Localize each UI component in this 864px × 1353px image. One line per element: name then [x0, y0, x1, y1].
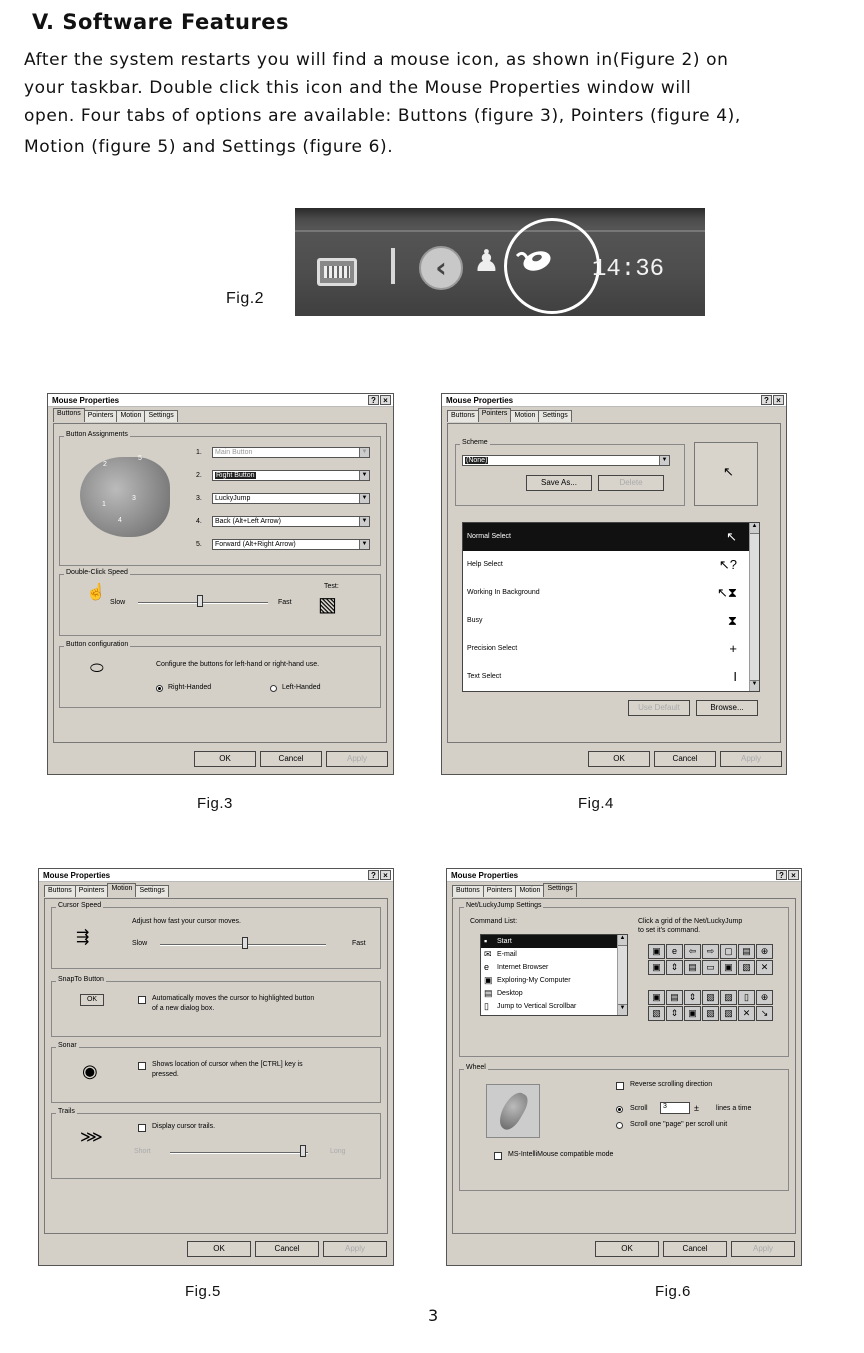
command-grid-cell[interactable]: ⇨: [702, 944, 719, 959]
hand-pointer-icon: ☝: [86, 584, 106, 601]
list-item[interactable]: [463, 523, 759, 551]
tab-motion[interactable]: Motion: [515, 885, 544, 897]
command-name: Desktop: [497, 990, 523, 997]
pointer-name: Normal Select: [467, 533, 511, 540]
command-list-label: Command List:: [470, 918, 518, 925]
tab-pointers[interactable]: Pointers: [478, 408, 512, 422]
pointer-name: Busy: [467, 617, 483, 624]
command-icon: e: [484, 962, 490, 972]
command-name: Exploring-My Computer: [497, 977, 571, 984]
command-name: E-mail: [497, 951, 517, 958]
highlight-circle: [504, 218, 600, 314]
command-grid-cell[interactable]: ▢: [720, 944, 737, 959]
command-list[interactable]: [480, 934, 628, 1016]
command-grid-cell[interactable]: ▣: [648, 944, 665, 959]
sonar-label-2: pressed.: [152, 1071, 179, 1078]
test-label: Test:: [324, 583, 339, 590]
command-grid-cell[interactable]: ▤: [666, 990, 683, 1005]
mouse-outline-icon: ⬭: [90, 660, 104, 677]
combo-value: Forward (Alt+Right Arrow): [215, 541, 296, 548]
intellimouse-label: MS-IntelliMouse compatible mode: [508, 1151, 614, 1158]
command-grid-cell[interactable]: ▨: [720, 990, 737, 1005]
mouse-number: 3: [132, 495, 136, 502]
command-grid-cell[interactable]: ▭: [702, 960, 719, 975]
snapto-group: [51, 976, 381, 1037]
assignment-combo-2[interactable]: [212, 470, 370, 481]
assignment-combo-4[interactable]: [212, 516, 370, 527]
taskbar-screenshot: [295, 208, 705, 316]
ok-button[interactable]: OK: [588, 751, 650, 767]
command-icon: ✉: [484, 949, 492, 959]
use-default-button[interactable]: Use Default: [628, 700, 690, 716]
command-grid-cell[interactable]: ▧: [738, 960, 755, 975]
fig5-label: Fig.5: [185, 1283, 221, 1300]
tab-motion[interactable]: Motion: [107, 883, 136, 897]
lines-label: lines a time: [716, 1105, 752, 1112]
pointer-preview: [694, 442, 758, 506]
assignment-number: 5.: [196, 541, 202, 548]
intro-paragraph: [24, 46, 864, 161]
ok-button[interactable]: OK: [194, 751, 256, 767]
scroll-label: Scroll: [630, 1105, 648, 1112]
command-icon: ▯: [484, 1001, 489, 1011]
cancel-button[interactable]: Cancel: [260, 751, 322, 767]
list-item[interactable]: [463, 607, 759, 635]
fast-label: Fast: [278, 599, 292, 606]
network-person-icon: ♟: [473, 244, 500, 279]
command-grid-cell[interactable]: ⇕: [666, 1006, 683, 1021]
config-description: Configure the buttons for left-hand or right-hand use.: [156, 661, 320, 668]
help-button[interactable]: ?: [776, 870, 787, 880]
apply-button[interactable]: Apply: [720, 751, 782, 767]
command-grid-cell[interactable]: ▧: [648, 1006, 665, 1021]
paragraph-line: open. Four tabs of options are available: Buttons (figure 3), Pointers (figure 4),: [24, 106, 741, 126]
mouse-number: 2: [103, 461, 107, 468]
group-label: Button configuration: [66, 641, 129, 648]
list-scrollbar[interactable]: [749, 523, 759, 691]
pointer-glyph-icon: ↖: [726, 529, 737, 544]
list-scrollbar[interactable]: [617, 935, 627, 1015]
cancel-button[interactable]: Cancel: [663, 1241, 727, 1257]
command-icon: ▤: [484, 988, 493, 998]
sonar-label: Shows location of cursor when the [CTRL] key is: [152, 1061, 303, 1068]
fig6-label: Fig.6: [655, 1283, 691, 1300]
slider-thumb[interactable]: [242, 937, 248, 949]
assignment-number: 4.: [196, 518, 202, 525]
window-titlebar: [39, 869, 393, 882]
taskbar-separator: [391, 248, 395, 284]
cursor-speed-group: [51, 902, 381, 969]
command-grid-cell[interactable]: ⇕: [684, 990, 701, 1005]
group-label: Button Assignments: [66, 431, 128, 438]
command-grid-cell[interactable]: ▣: [648, 990, 665, 1005]
trails-group: [51, 1108, 381, 1179]
help-button[interactable]: ?: [761, 395, 772, 405]
mouse-number: 4: [118, 517, 122, 524]
save-as-button[interactable]: Save As...: [526, 475, 592, 491]
combo-value: (None): [466, 457, 488, 464]
group-label: Net/LuckyJump Settings: [466, 902, 542, 909]
command-grid-cell[interactable]: ↘: [756, 1006, 773, 1021]
pointer-glyph-icon: I: [733, 669, 737, 684]
tab-panel: [44, 898, 388, 1234]
command-grid-cell[interactable]: ✕: [756, 960, 773, 975]
command-grid-1[interactable]: [648, 944, 773, 975]
list-item[interactable]: [481, 935, 627, 948]
left-handed-radio[interactable]: [270, 685, 277, 692]
assignment-number: 3.: [196, 495, 202, 502]
trails-icon: ⋙: [80, 1129, 103, 1146]
command-grid-cell[interactable]: ⊕: [756, 990, 773, 1005]
group-label: Double-Click Speed: [66, 569, 128, 576]
tab-panel: [447, 423, 781, 743]
ok-button[interactable]: OK: [187, 1241, 251, 1257]
combo-value: Main Button: [215, 449, 253, 456]
double-click-slider[interactable]: [138, 602, 268, 604]
window-title: Mouse Properties: [43, 871, 111, 880]
fast-label: Fast: [352, 940, 366, 947]
snapto-label-2: of a new dialog box.: [152, 1005, 215, 1012]
command-name: Start: [497, 938, 512, 945]
group-label: Sonar: [58, 1042, 77, 1049]
list-item[interactable]: [481, 974, 627, 987]
slow-label: Slow: [132, 940, 148, 947]
window-titlebar: [442, 394, 786, 407]
apply-button[interactable]: Apply: [731, 1241, 795, 1257]
pointer-name: Precision Select: [467, 645, 518, 652]
scroll-lines-input[interactable]: 3: [660, 1102, 690, 1114]
assignment-combo-3[interactable]: [212, 493, 370, 504]
command-grid-2[interactable]: [648, 990, 773, 1021]
mouse-properties-window-buttons: [47, 393, 394, 775]
command-grid-cell[interactable]: ✕: [738, 1006, 755, 1021]
command-grid-cell[interactable]: ▤: [684, 960, 701, 975]
tab-settings[interactable]: Settings: [538, 410, 571, 422]
mouse-properties-window-pointers: [441, 393, 787, 775]
apply-button[interactable]: Apply: [323, 1241, 387, 1257]
spinner-icon[interactable]: ±: [694, 1103, 699, 1113]
reverse-scroll-label: Reverse scrolling direction: [630, 1081, 713, 1088]
pointer-glyph-icon: ⧗: [727, 613, 737, 628]
close-button[interactable]: ×: [788, 870, 799, 880]
long-label: Long: [330, 1148, 346, 1155]
list-item[interactable]: [481, 987, 627, 1000]
tab-buttons[interactable]: Buttons: [447, 410, 479, 422]
snapto-label: Automatically moves the cursor to highlighted button: [152, 995, 315, 1002]
trails-label: Display cursor trails.: [152, 1123, 216, 1130]
help-button[interactable]: ?: [368, 395, 379, 405]
sonar-checkbox[interactable]: [138, 1062, 146, 1070]
delete-button[interactable]: Delete: [598, 475, 664, 491]
right-handed-label: Right-Handed: [168, 684, 212, 691]
scroll-lines-radio[interactable]: [616, 1106, 623, 1113]
assignment-number: 1.: [196, 449, 202, 456]
tab-settings[interactable]: Settings: [135, 885, 168, 897]
list-item[interactable]: [463, 551, 759, 579]
tab-buttons[interactable]: Buttons: [452, 885, 484, 897]
command-grid-cell[interactable]: ⊕: [756, 944, 773, 959]
list-item[interactable]: [463, 663, 759, 691]
paragraph-line: Motion (figure 5) and Settings (figure 6).: [24, 137, 394, 157]
group-label: Cursor Speed: [58, 902, 102, 909]
list-item[interactable]: [463, 635, 759, 663]
mouse-properties-window-motion: [38, 868, 394, 1266]
tab-buttons[interactable]: Buttons: [44, 885, 76, 897]
reverse-scroll-checkbox[interactable]: [616, 1082, 624, 1090]
arrow-cursor-icon: ↖: [723, 464, 734, 479]
button-configuration-group: [59, 641, 381, 708]
tab-settings[interactable]: Settings: [144, 410, 177, 422]
short-label: Short: [134, 1148, 151, 1155]
assignment-number: 2.: [196, 472, 202, 479]
chevron-left-icon: ‹: [419, 246, 463, 290]
fig4-label: Fig.4: [578, 795, 614, 812]
ok-button[interactable]: OK: [595, 1241, 659, 1257]
close-button[interactable]: ×: [380, 870, 391, 880]
mouse-number: 5: [138, 455, 142, 462]
command-grid-cell[interactable]: ▣: [720, 960, 737, 975]
command-grid-cell[interactable]: ▣: [648, 960, 665, 975]
right-handed-radio[interactable]: [156, 685, 163, 692]
snap-ok-icon: OK: [80, 994, 104, 1006]
command-name: Internet Browser: [497, 964, 549, 971]
slow-label: Slow: [110, 599, 126, 606]
tab-buttons[interactable]: Buttons: [53, 408, 85, 422]
browse-button[interactable]: Browse...: [696, 700, 758, 716]
window-titlebar: [48, 394, 393, 407]
mouse-image: [494, 1089, 531, 1134]
tab-pointers[interactable]: Pointers: [84, 410, 118, 422]
fig3-label: Fig.3: [197, 795, 233, 812]
scroll-page-radio[interactable]: [616, 1122, 623, 1129]
trails-slider[interactable]: [170, 1152, 308, 1154]
pointer-name: Help Select: [467, 561, 503, 568]
tab-pointers[interactable]: Pointers: [483, 885, 517, 897]
window-title: Mouse Properties: [446, 396, 514, 405]
assignment-combo-5[interactable]: [212, 539, 370, 550]
apply-button[interactable]: Apply: [326, 751, 388, 767]
command-grid-cell[interactable]: ▤: [738, 944, 755, 959]
pointer-glyph-icon: ↖?: [718, 557, 737, 572]
pointer-name: Working In Background: [467, 589, 540, 596]
double-click-speed-group: [59, 569, 381, 636]
keyboard-icon: [317, 258, 357, 286]
button-assignments-group: [59, 431, 381, 566]
command-name: Jump to Vertical Scrollbar: [497, 1003, 577, 1010]
sonar-icon: ◉: [82, 1061, 98, 1081]
paragraph-line: your taskbar. Double click this icon and the Mouse Properties window will: [24, 78, 692, 98]
command-icon: ▣: [484, 975, 493, 985]
command-grid-cell[interactable]: ▣: [684, 1006, 701, 1021]
speed-description: Adjust how fast your cursor moves.: [132, 918, 241, 925]
group-label: Scheme: [462, 439, 488, 446]
scroll-page-label: Scroll one "page" per scroll unit: [630, 1121, 728, 1128]
command-grid-cell[interactable]: ▧: [702, 1006, 719, 1021]
trails-checkbox[interactable]: [138, 1124, 146, 1132]
group-label: Trails: [58, 1108, 75, 1115]
pointer-list[interactable]: [462, 522, 760, 692]
net-luckyjump-group: [459, 902, 789, 1057]
pointer-name: Text Select: [467, 673, 502, 680]
mouse-properties-window-settings: [446, 868, 802, 1266]
command-grid-cell[interactable]: ▧: [702, 990, 719, 1005]
window-title: Mouse Properties: [52, 396, 120, 405]
cancel-button[interactable]: Cancel: [654, 751, 716, 767]
command-grid-cell[interactable]: ⇕: [666, 960, 683, 975]
list-item[interactable]: [481, 948, 627, 961]
command-grid-cell[interactable]: ▨: [720, 1006, 737, 1021]
mouse-number: 1: [102, 501, 106, 508]
slider-thumb[interactable]: [300, 1145, 306, 1157]
taskbar-edge: [295, 230, 705, 232]
group-label: Wheel: [466, 1064, 486, 1071]
close-button[interactable]: ×: [380, 395, 391, 405]
command-grid-cell[interactable]: ⇦: [684, 944, 701, 959]
help-button[interactable]: ?: [368, 870, 379, 880]
combo-value: Right Button: [216, 472, 255, 479]
combo-value: Back (Alt+Left Arrow): [215, 518, 281, 525]
list-item[interactable]: [481, 1000, 627, 1013]
section-heading: V. Software Features: [32, 10, 290, 34]
snapto-checkbox[interactable]: [138, 996, 146, 1004]
group-label: SnapTo Button: [58, 976, 104, 983]
slider-thumb[interactable]: [197, 595, 203, 607]
intellimouse-checkbox[interactable]: [494, 1152, 502, 1160]
command-icon: ▪: [484, 936, 488, 946]
wheel-group: [459, 1064, 789, 1191]
cancel-button[interactable]: Cancel: [255, 1241, 319, 1257]
pointer-glyph-icon: ↖⧗: [716, 585, 737, 600]
window-titlebar: [447, 869, 801, 882]
page-number: 3: [428, 1306, 439, 1325]
tab-panel: [452, 898, 796, 1234]
list-item[interactable]: [463, 579, 759, 607]
scheme-group: [455, 439, 685, 506]
tab-motion[interactable]: Motion: [116, 410, 145, 422]
tab-pointers[interactable]: Pointers: [75, 885, 109, 897]
grid-instructions-2: to set it's command.: [638, 927, 701, 934]
tab-panel: [53, 423, 387, 743]
sonar-group: [51, 1042, 381, 1103]
fig2-label: Fig.2: [226, 290, 265, 307]
taskbar-clock: 14:36: [592, 256, 665, 283]
cursor-speed-icon: ⇶: [76, 929, 90, 946]
test-area-icon[interactable]: ▧: [318, 594, 337, 616]
mouse-image: [80, 457, 170, 537]
close-button[interactable]: ×: [773, 395, 784, 405]
tab-motion[interactable]: Motion: [510, 410, 539, 422]
paragraph-line: After the system restarts you will find a mouse icon, as shown in(Figure 2) on: [24, 50, 729, 70]
window-title: Mouse Properties: [451, 871, 519, 880]
combo-value: LuckyJump: [215, 495, 251, 502]
grid-instructions: Click a grid of the Net/LuckyJump: [638, 918, 743, 925]
assignment-combo-1[interactable]: [212, 447, 370, 458]
left-handed-label: Left-Handed: [282, 684, 321, 691]
scheme-combo[interactable]: [462, 455, 670, 466]
command-grid-cell[interactable]: e: [666, 944, 683, 959]
command-grid-cell[interactable]: ▯: [738, 990, 755, 1005]
wheel-mouse-image: [486, 1084, 540, 1138]
tab-settings[interactable]: Settings: [543, 883, 576, 897]
list-item[interactable]: [481, 961, 627, 974]
pointer-glyph-icon: +: [729, 641, 737, 656]
